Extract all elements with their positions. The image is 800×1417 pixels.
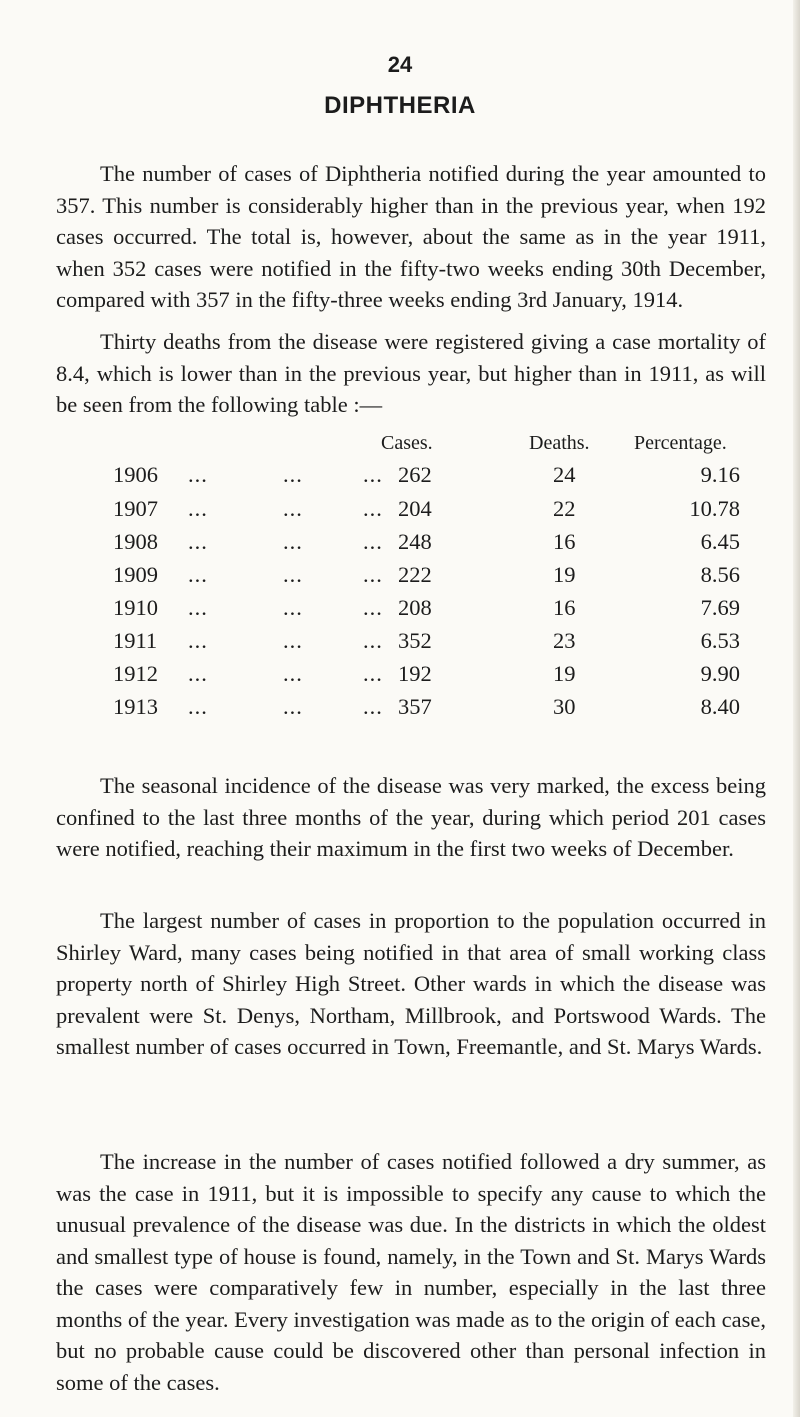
dot-leader: ...: [188, 529, 208, 554]
paragraph-case-count: The number of cases of Diphtheria notified during the year amounted to 357. This number is considerably higher than in the previous year, when 192 cases occurred. The total is, however, about the same as in the year 1911, when 352 cases were notified in the fifty-two weeks ending 30th December, compared with 357 in the fifty-three weeks ending 3rd January, 1914.: [56, 161, 766, 312]
cell-year: 1909: [113, 562, 158, 587]
cell-cases: 357: [398, 694, 432, 719]
paragraph-causes: The increase in the number of cases notified followed a dry summer, as was the case in 1911, but it is impossible to specify any cause to which the unusual prevalence of the disease was due. In the districts in which the oldest and smallest type of house is found, namely, in the Town and St. Marys Wards the cases were comparatively few in number, especially in the last three months of the year. Every investigation was made as to the origin of each case, but no probable cause could be discovered other than personal infection in some of the cases.: [56, 1149, 766, 1395]
table-row: [0, 628, 800, 656]
column-header-cases: Cases.: [381, 432, 433, 454]
dot-leader: ...: [283, 694, 303, 719]
dot-leader: ...: [363, 595, 383, 620]
paragraph-mortality: Thirty deaths from the disease were registered giving a case mortality of 8.4, which is lower than in the previous year, but higher than in 1911, as will be seen from the following table :—: [56, 329, 766, 417]
cell-deaths: 23: [553, 628, 576, 653]
cell-deaths: 19: [553, 661, 576, 686]
dot-leader: ...: [188, 462, 208, 487]
dot-leader: ...: [363, 462, 383, 487]
dot-leader: ...: [188, 496, 208, 521]
cell-year: 1910: [113, 595, 158, 620]
dot-leader: ...: [188, 661, 208, 686]
dot-leader: ...: [283, 496, 303, 521]
cell-percentage: 6.45: [700, 529, 740, 554]
cell-year: 1906: [113, 462, 158, 487]
dot-leader: ...: [283, 529, 303, 554]
dot-leader: ...: [283, 628, 303, 653]
cell-percentage: 6.53: [700, 628, 740, 653]
cell-cases: 248: [398, 529, 432, 554]
cell-percentage: 9.90: [700, 661, 740, 686]
section-heading: DIPHTHERIA: [324, 92, 476, 119]
dot-leader: ...: [188, 628, 208, 653]
paragraph-ward-distribution: The largest number of cases in proportion to the population occurred in Shirley Ward, many cases being notified in that area of small working class property north of Shirley High Street. Other wards in which the disease was prevalent were St. Denys, Northam, Millbrook, and Portswood Wards. The smallest number of cases occurred in Town, Freemantle, and St. Marys Wards.: [56, 908, 766, 1059]
page-edge-shadow: [793, 0, 800, 1417]
dot-leader: ...: [283, 595, 303, 620]
dot-leader: ...: [283, 462, 303, 487]
dot-leader: ...: [363, 628, 383, 653]
dot-leader: ...: [363, 562, 383, 587]
cell-percentage: 8.56: [700, 562, 740, 587]
cell-percentage: 7.69: [700, 595, 740, 620]
dot-leader: ...: [363, 694, 383, 719]
paragraph-seasonal-incidence: The seasonal incidence of the disease was very marked, the excess being confined to the last three months of the year, during which period 201 cases were notified, reaching their maximum in the first two weeks of December.: [56, 773, 766, 861]
table-row: [0, 529, 800, 557]
table-row: [0, 462, 800, 490]
cell-year: 1913: [113, 694, 158, 719]
dot-leader: ...: [283, 661, 303, 686]
dot-leader: ...: [363, 661, 383, 686]
cell-cases: 222: [398, 562, 432, 587]
cell-cases: 192: [398, 661, 432, 686]
diphtheria-statistics-table: [0, 432, 800, 732]
cell-year: 1911: [113, 628, 158, 653]
table-row: [0, 595, 800, 623]
cell-deaths: 24: [553, 462, 576, 487]
page-number: 24: [387, 52, 413, 77]
cell-cases: 208: [398, 595, 432, 620]
dot-leader: ...: [363, 529, 383, 554]
dot-leader: ...: [283, 562, 303, 587]
cell-year: 1912: [113, 661, 158, 686]
cell-deaths: 19: [553, 562, 576, 587]
cell-year: 1908: [113, 529, 158, 554]
table-row: [0, 562, 800, 590]
cell-percentage: 8.40: [700, 694, 740, 719]
cell-deaths: 22: [553, 496, 576, 521]
cell-year: 1907: [113, 496, 158, 521]
cell-deaths: 30: [553, 694, 576, 719]
table-row: [0, 694, 800, 722]
column-header-deaths: Deaths.: [529, 432, 590, 454]
dot-leader: ...: [188, 562, 208, 587]
cell-deaths: 16: [553, 529, 576, 554]
cell-cases: 352: [398, 628, 432, 653]
table-row: [0, 496, 800, 524]
dot-leader: ...: [363, 496, 383, 521]
dot-leader: ...: [188, 694, 208, 719]
cell-cases: 204: [398, 496, 432, 521]
column-header-percentage: Percentage.: [634, 432, 727, 454]
cell-deaths: 16: [553, 595, 576, 620]
dot-leader: ...: [188, 595, 208, 620]
cell-percentage: 10.78: [689, 496, 740, 521]
table-row: [0, 661, 800, 689]
cell-percentage: 9.16: [700, 462, 740, 487]
cell-cases: 262: [398, 462, 432, 487]
